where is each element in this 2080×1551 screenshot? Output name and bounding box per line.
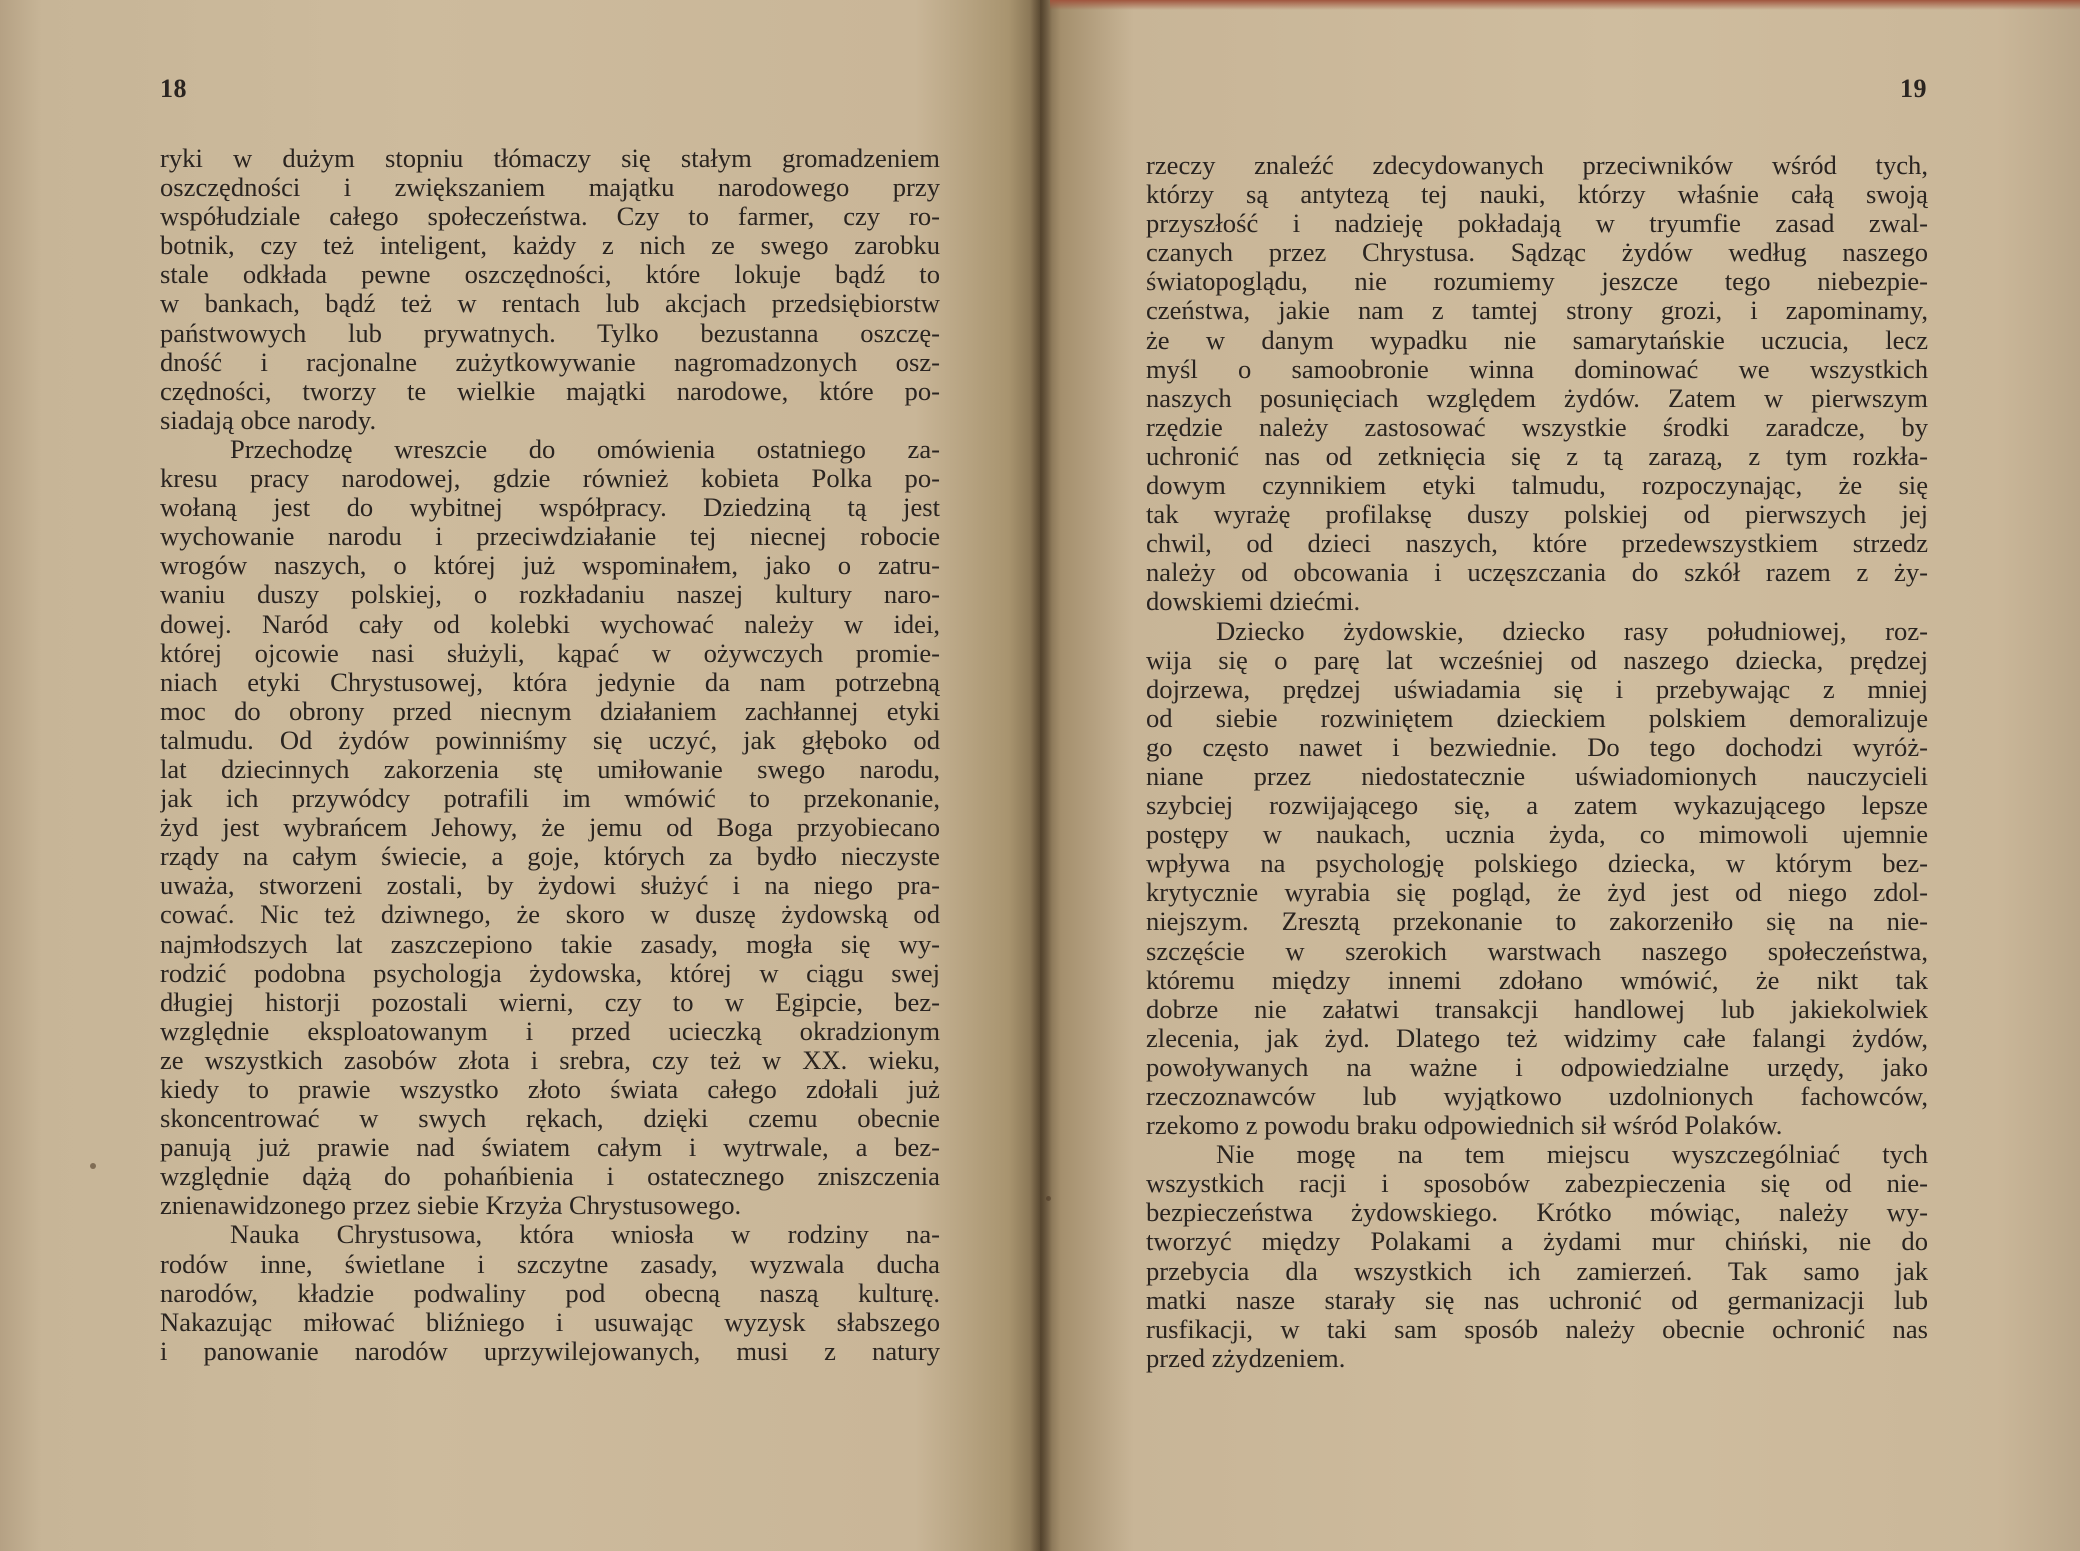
text-line: jak ich przywódcy potrafili im wmówić to przekonanie, — [160, 784, 940, 814]
text-line: rodów inne, świetlane i szczytne zasady, wyzwala ducha — [160, 1249, 940, 1279]
cover-edge — [1050, 0, 2080, 10]
text-line: lat dziecinnych zakorzenia stę umiłowanie swego narodu, — [160, 754, 940, 784]
text-line: dowym czynnikiem etyki talmudu, rozpoczynając, że się — [1146, 471, 1928, 501]
text-line: szczęście w szerokich warstwach naszego społeczeństwa, — [1146, 936, 1928, 966]
text-line: którzy są antytezą tej nauki, którzy właśnie całą swoją — [1146, 180, 1928, 210]
page-number-left: 18 — [160, 74, 187, 103]
text-line: niach etyki Chrystusowej, która jedynie da nam potrzebną — [160, 667, 940, 697]
text-line: dowskiemi dziećmi. — [1146, 587, 1361, 617]
text-line: myśl o samoobronie winna dominować we wszystkich — [1146, 354, 1928, 384]
text-line: przed zżydzeniem. — [1146, 1343, 1346, 1373]
text-line: botnik, czy też inteligent, każdy z nich ze swego zarobku — [160, 231, 940, 261]
text-line: wija się o parę lat wcześniej od naszego dziecka, prędzej — [1146, 645, 1928, 675]
text-line: naszych posunięciach względem żydów. Zatem w pierwszym — [1146, 383, 1928, 413]
text-line: postępy w naukach, ucznia żyda, co mimowoli ujemnie — [1146, 820, 1928, 850]
text-line: względnie eksploatowanym i przed ucieczką okradzionym — [160, 1016, 940, 1046]
text-line: względnie dążą do pohańbienia i ostatecznego zniszczenia — [160, 1162, 940, 1192]
text-line: moc do obrony przed niecnym działaniem zachłannej etyki — [160, 696, 940, 726]
text-line: oszczędności i zwiększaniem majątku narodowego przy — [160, 173, 940, 203]
text-line: ze wszystkich zasobów złota i srebra, czy też w XX. wieku, — [160, 1045, 940, 1075]
text-line: ryki w dużym stopniu tłómaczy się stałym gromadzeniem — [160, 144, 940, 173]
text-line: dność i racjonalne zużytkowywanie nagromadzonych osz- — [160, 347, 940, 377]
text-line: siadają obce narody. — [160, 405, 377, 435]
text-line: talmudu. Od żydów powinniśmy się uczyć, jak głęboko od — [160, 725, 940, 755]
text-line: czędności, tworzy te wielkie majątki narodowe, które po- — [160, 376, 940, 406]
text-line: chwil, od dzieci naszych, które przedewszystkiem strzedz — [1146, 529, 1928, 559]
text-line: najmłodszych lat zaszczepiono takie zasady, mogła się wy- — [160, 929, 940, 959]
text-line: dobrze nie załatwi transakcji handlowej lub jakiekolwiek — [1146, 994, 1928, 1024]
text-line: rzeczy znaleźć zdecydowanych przeciwników wśród tych, — [1146, 151, 1928, 180]
text-line: Nie mogę na tem miejscu wyszczególniać tych — [1216, 1140, 1928, 1170]
text-line: wrogów naszych, o której już wspominałem, jako o zatru- — [160, 551, 940, 581]
text-line: w bankach, bądź też w rentach lub akcjach przedsiębiorstw — [160, 289, 940, 319]
text-line: waniu duszy polskiej, o rozkładaniu naszej kultury naro- — [160, 580, 940, 610]
text-line: Nakazując miłować bliźniego i usuwając wyzysk słabszego — [160, 1307, 940, 1337]
text-line: narodów, kładzie podwaliny pod obecną naszą kulturę. — [160, 1278, 940, 1308]
text-line: go często nawet i bezwiednie. Do tego dochodzi wyróż- — [1146, 732, 1928, 762]
text-line: kiedy to prawie wszystko złoto świata całego zdołali już — [160, 1075, 940, 1104]
text-line: panują już prawie nad światem całym i wytrwale, a bez- — [160, 1133, 940, 1163]
text-line: matki nasze starały się nas uchronić od germanizacji lub — [1146, 1285, 1928, 1315]
text-line: któremu między innemi zdołano wmówić, że nikt tak — [1146, 965, 1928, 995]
text-line: wszystkich racji i sposobów zabezpieczenia się od nie- — [1146, 1169, 1928, 1199]
text-line: powoływanych na ważne i odpowiedzialne urzędy, jako — [1146, 1052, 1928, 1082]
text-line: światopoglądu, nie rozumiemy jeszcze tego niebezpie- — [1146, 267, 1928, 297]
text-line: Przechodzę wreszcie do omówienia ostatniego za- — [230, 434, 940, 464]
text-line: żyd jest wybrańcem Jehowy, że jemu od Boga przyobiecano — [160, 813, 940, 843]
text-line: tworzyć między Polakami a żydami mur chiński, nie do — [1146, 1227, 1928, 1257]
text-line: której ojcowie nasi służyli, kąpać w ożywczych promie- — [160, 638, 940, 668]
text-line: dojrzewa, prędzej uświadamia się i przebywając z mniej — [1146, 674, 1928, 704]
text-line: wychowanie narodu i przeciwdziałanie tej niecnej robocie — [160, 522, 940, 552]
text-line: Nauka Chrystusowa, która wniosła w rodziny na- — [230, 1220, 940, 1250]
text-line: należy od obcowania i uczęszczania do szkół razem z ży- — [1146, 558, 1928, 588]
text-line: kresu pracy narodowej, gdzie również kobieta Polka po- — [160, 464, 940, 494]
right-page-text — [1146, 151, 1928, 1373]
text-line: rusfikacji, w taki sam sposób należy obecnie ochronić nas — [1146, 1314, 1928, 1344]
text-line: szybciej rozwijającego się, a zatem wykazującego lepsze — [1146, 791, 1928, 821]
text-line: rodzić podobna psychologja żydowska, której w ciągu swej — [160, 958, 940, 988]
text-line: współudziale całego społeczeństwa. Czy to farmer, czy ro- — [160, 202, 940, 232]
text-line: rzeczoznawców lub wyjątkowo uzdolnionych fachowców, — [1146, 1082, 1928, 1111]
text-line: znienawidzonego przez siebie Krzyża Chrystusowego. — [160, 1191, 742, 1221]
text-line: przyszłość i nadzieję pokładają w tryumfie zasad zwal- — [1146, 209, 1928, 239]
text-line: rządy na całym świecie, a goje, których za bydło nieczyste — [160, 842, 940, 872]
text-line: rzekomo z powodu braku odpowiednich sił wśród Polaków. — [1146, 1111, 1783, 1141]
text-line: tak wyrażę profilaksę duszy polskiej od pierwszych jej — [1146, 500, 1928, 530]
text-line: zlecenia, jak żyd. Dlatego też widzimy całe falangi żydów, — [1146, 1023, 1928, 1053]
paper-speck — [1046, 1196, 1051, 1201]
text-line: czanych przez Chrystusa. Sądząc żydów według naszego — [1146, 238, 1928, 268]
right-page — [1040, 0, 2080, 1551]
paper-speck — [90, 1163, 96, 1169]
text-line: i panowanie narodów uprzywilejowanych, musi z natury — [160, 1336, 940, 1366]
text-line: skoncentrować w swych rękach, dzięki czemu obecnie — [160, 1104, 940, 1134]
text-line: czeństwa, jakie nam z tamtej strony grozi, i zapominamy, — [1146, 296, 1928, 326]
text-line: niane przez niedostatecznie uświadomionych nauczycieli — [1146, 761, 1928, 791]
text-line: wpływa na psychologję polskiego dziecka, w którym bez- — [1146, 849, 1928, 879]
text-line: cować. Nic też dziwnego, że skoro w duszę żydowską od — [160, 900, 940, 930]
text-line: wołaną jest do wybitnej współpracy. Dziedziną tą jest — [160, 493, 940, 523]
text-line: krytycznie wyrabia się pogląd, że żyd jest od niego zdol- — [1146, 878, 1928, 908]
page-number-right: 19 — [1900, 74, 1927, 103]
text-line: przebycia dla wszystkich ich zamierzeń. Tak samo jak — [1146, 1256, 1928, 1286]
text-line: państwowych lub prywatnych. Tylko bezustanna oszczę- — [160, 318, 940, 348]
left-page-text — [160, 144, 940, 1366]
text-line: bezpieczeństwa żydowskiego. Krótko mówiąc, należy wy- — [1146, 1198, 1928, 1228]
text-line: że w danym wypadku nie samarytańskie uczucia, lecz — [1146, 325, 1928, 355]
text-line: dowej. Naród cały od kolebki wychować należy w idei, — [160, 609, 940, 639]
text-line: uchronić nas od zetknięcia się z tą zarazą, z tym rozkła- — [1146, 441, 1928, 471]
text-line: rzędzie należy zastosować wszystkie środki zaradcze, by — [1146, 412, 1928, 442]
text-line: uważa, stworzeni zostali, by żydowi służyć i na niego pra- — [160, 871, 940, 901]
text-line: od siebie rozwiniętem dzieckiem polskiem demoralizuje — [1146, 703, 1928, 733]
text-line: Dziecko żydowskie, dziecko rasy południowej, roz- — [1216, 616, 1928, 646]
text-line: stale odkłada pewne oszczędności, które lokuje bądź to — [160, 260, 940, 290]
text-line: długiej historji pozostali wierni, czy to w Egipcie, bez- — [160, 987, 940, 1017]
text-line: niejszym. Zresztą przekonanie to zakorzeniło się na nie- — [1146, 907, 1928, 937]
